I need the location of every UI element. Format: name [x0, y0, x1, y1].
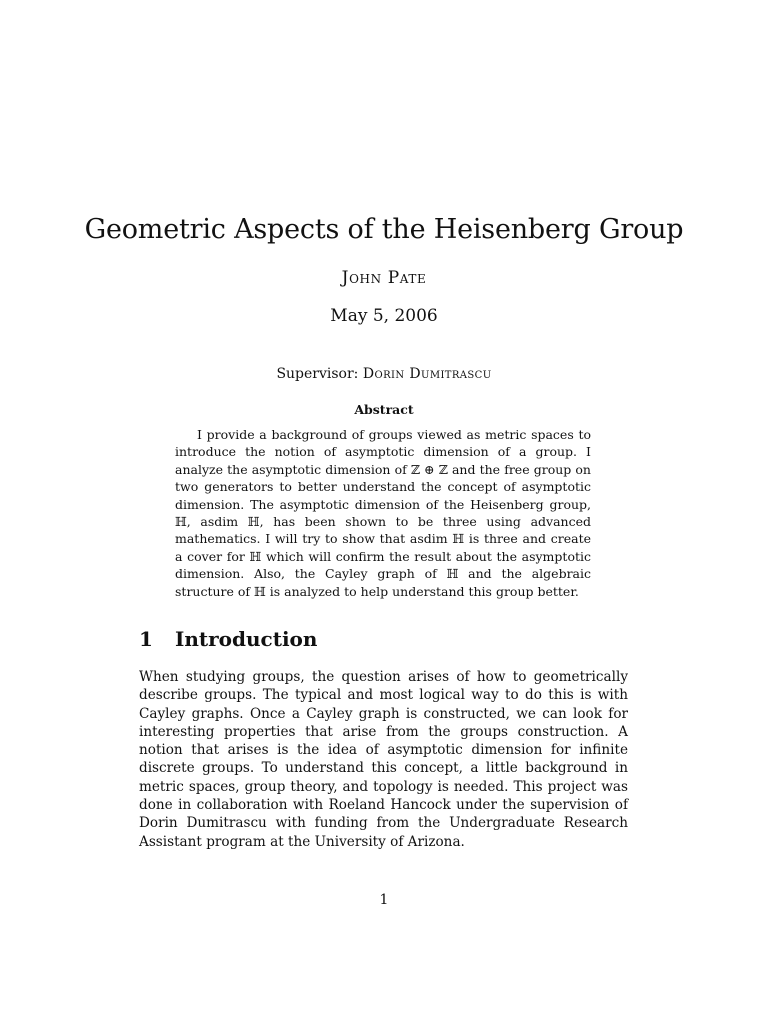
introduction-body: When studying groups, the question arises of how to geometrically describe groups. The typical and most logical way to do this is with Cayley graphs. Once a Cayley graph is constructed, we can look for interesting properties that arise from the groups construction. A notion that arises is the idea of asymptotic dimension for infinite discrete groups. To understand this concept, a little background in metric spaces, group theory, and topology is needed. This project was done in collaboration with Roeland Hancock under the supervision of Dorin Dumitrascu with funding from the Undergraduate Research Assistant program at the University of Arizona. — [139, 669, 628, 850]
abstract-heading: Abstract — [354, 402, 414, 417]
section-title: Introduction — [175, 627, 318, 651]
section-number: 1 — [139, 627, 153, 651]
supervisor-label: Supervisor: — [276, 366, 359, 382]
abstract-body: I provide a background of groups viewed as metric spaces to introduce the notion of asymptotic dimension of a group. I analyze the asymptotic dimension of ℤ ⊕ ℤ and the free group on two generators to better understand the concept of asymptotic dimension. The asymptotic dimension of the Heisenberg group, ℍ, asdim ℍ, has been shown to be three using advanced mathematics. I will try to show that asdim ℍ is three and create a cover for ℍ which will confirm the result about the asymptotic dimension. Also, the Cayley graph of ℍ and the algebraic structure of ℍ is analyzed to help understand this group better. — [175, 427, 591, 599]
publication-date: May 5, 2006 — [330, 306, 438, 326]
section-heading — [139, 627, 317, 651]
page-number: 1 — [379, 892, 389, 908]
author-name: John Pate — [341, 268, 427, 288]
supervisor-line — [0, 366, 768, 382]
supervisor-name: Dorin Dumitrascu — [362, 366, 492, 382]
paper-title: Geometric Aspects of the Heisenberg Group — [84, 214, 684, 245]
